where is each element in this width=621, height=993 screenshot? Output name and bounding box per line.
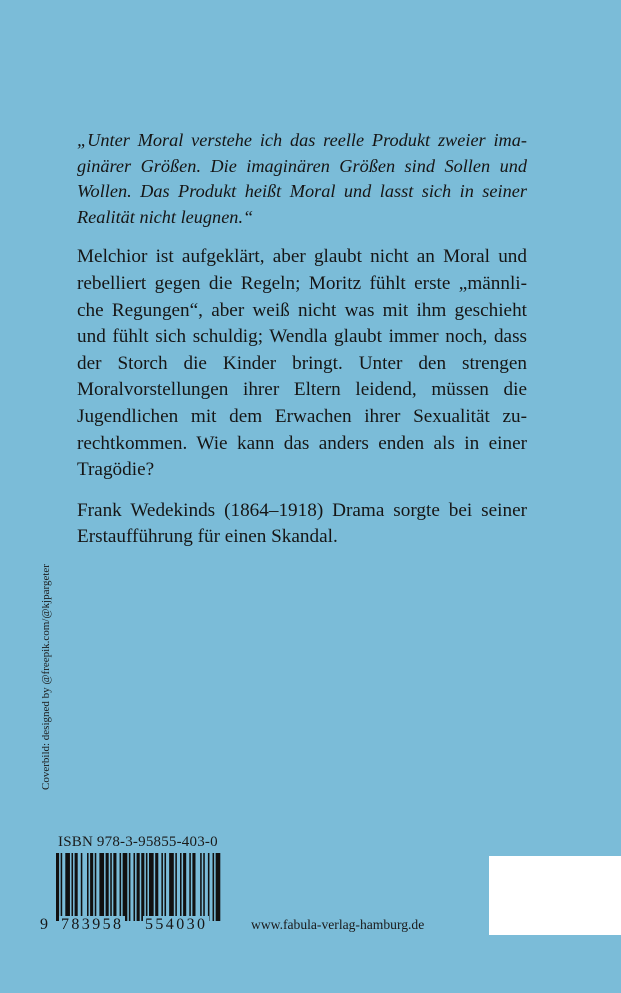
barcode-bars: [40, 853, 226, 921]
quote-paragraph: [77, 128, 527, 230]
barcode-bar: [123, 853, 128, 921]
barcode-right-group: 554030: [145, 916, 208, 933]
cover-image-credit: Coverbild: designed by @freepik.com/@kjpargeter: [40, 564, 52, 790]
quote-line: „Unter Moral verstehe ich das reelle Produkt zweier ima-: [77, 130, 527, 150]
barcode-bar: [169, 853, 174, 921]
barcode-bar: [146, 853, 148, 921]
barcode-bar: [134, 853, 136, 921]
barcode-bar: [216, 853, 221, 921]
barcode-bar: [149, 853, 154, 921]
barcode: [40, 853, 226, 945]
barcode-bar: [120, 853, 122, 921]
price-label-area: [489, 856, 621, 935]
description-line: che Regungen“, aber weiß nicht was mit ihm geschieht: [77, 299, 527, 321]
note-line: Erstaufführung für einen Skandal.: [77, 526, 338, 548]
description-line: Melchior ist aufgeklärt, aber glaubt nicht an Moral und: [77, 246, 527, 268]
barcode-bar: [137, 853, 140, 921]
barcode-bar: [87, 853, 89, 921]
quote-line: ginärer Größen. Die imaginären Größen sind Sollen und: [77, 155, 527, 176]
description-paragraph: [77, 244, 527, 483]
barcode-bar: [208, 853, 210, 921]
description-line: und fühlt sich schuldig; Wendla glaubt immer noch,: [77, 326, 488, 348]
barcode-first-digit: 9: [40, 916, 48, 933]
note-line: Frank Wedekinds (1864–1918) Drama sorgte bei seiner: [77, 499, 527, 521]
barcode-digits: [40, 916, 226, 938]
barcode-bar: [56, 853, 59, 921]
barcode-bar: [175, 853, 177, 921]
description-line: Tragödie?: [77, 459, 155, 481]
barcode-bar: [106, 853, 109, 921]
barcode-bar: [65, 853, 70, 921]
barcode-bar: [155, 853, 158, 921]
barcode-bar: [90, 853, 93, 921]
barcode-bar: [113, 853, 116, 921]
barcode-bar: [72, 853, 74, 921]
description-line: Jugendlichen mit dem Erwachen ihrer Sexualität zu-: [77, 405, 527, 427]
barcode-bar: [192, 853, 195, 921]
barcode-bar: [183, 853, 186, 921]
barcode-bar: [61, 853, 63, 921]
author-note-paragraph: [77, 498, 527, 551]
isbn-number: ISBN 978-3-95855-403-0: [58, 834, 218, 850]
quote-line: Wollen. Das Produkt heißt Moral und lasst sich in seiner: [77, 181, 527, 202]
barcode-bar: [99, 853, 104, 921]
description-line: rebelliert gegen die Regeln; Moritz fühlt erste „männli-: [77, 272, 527, 294]
description-line: dass der Storch die Kinder bringt. Unter den strengen: [77, 326, 527, 374]
barcode-bar: [81, 853, 83, 921]
barcode-bar: [213, 853, 215, 921]
barcode-bar: [110, 853, 112, 921]
description-line: rechtkommen. Wie kann das anders enden als in einer: [77, 432, 527, 454]
back-cover-text: [77, 128, 527, 565]
barcode-bar: [129, 853, 131, 921]
barcode-bar: [165, 853, 167, 921]
barcode-bar: [203, 853, 205, 921]
publisher-url: www.fabula-verlag-hamburg.de: [251, 917, 425, 932]
barcode-bar: [161, 853, 163, 921]
barcode-bar: [200, 853, 202, 921]
barcode-bar: [75, 853, 78, 921]
barcode-bar: [141, 853, 144, 921]
barcode-bar: [189, 853, 191, 921]
barcode-left-group: 783958: [61, 916, 124, 933]
description-line: Moralvorstellungen ihrer Eltern leidend, müssen die: [77, 379, 527, 401]
quote-line: Realität nicht leugnen.“: [77, 206, 254, 227]
barcode-bar: [180, 853, 182, 921]
barcode-bar: [95, 853, 97, 921]
